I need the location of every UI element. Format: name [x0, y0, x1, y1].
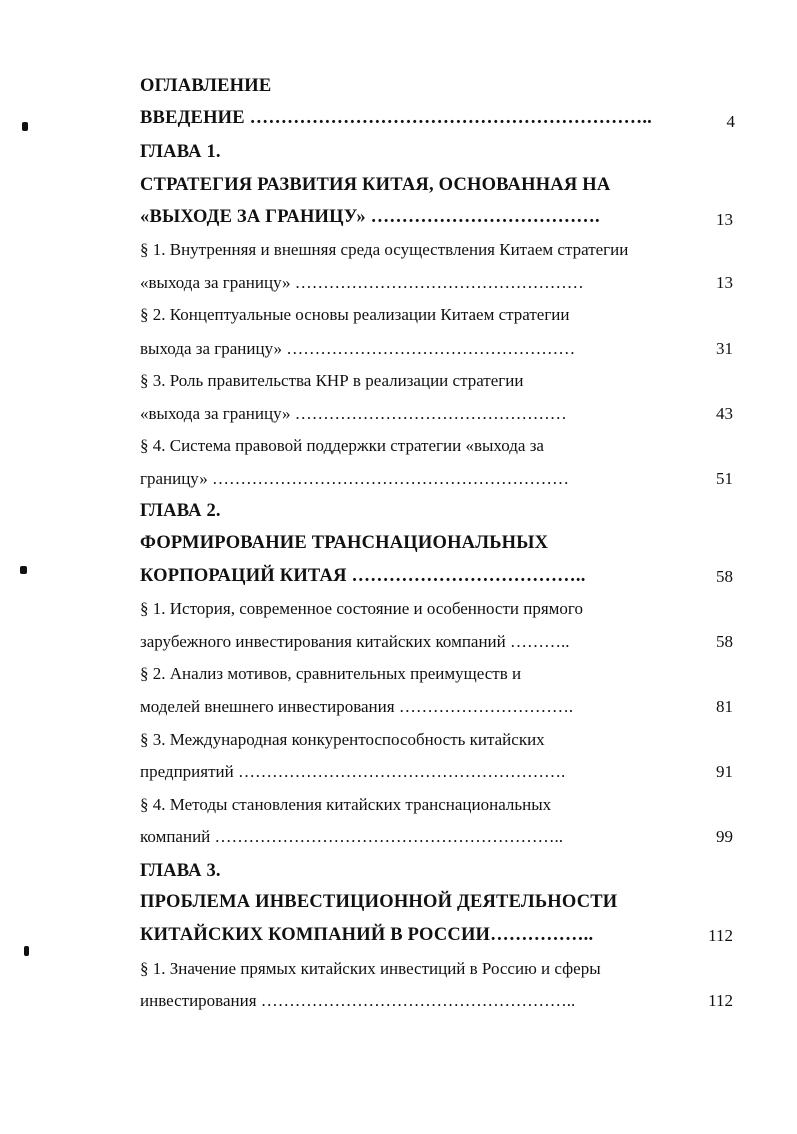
section-title: § 1. История, современное состояние и особенности прямого [140, 599, 583, 618]
chapter-title: КИТАЙСКИХ КОМПАНИЙ В РОССИИ…………….. [140, 925, 594, 945]
section-title: § 2. Концептуальные основы реализации Китаем стратегии [140, 305, 570, 324]
scan-mark [20, 566, 27, 574]
page-number: 112 [708, 991, 733, 1010]
chapter-title: ПРОБЛЕМА ИНВЕСТИЦИОННОЙ ДЕЯТЕЛЬНОСТИ [140, 892, 618, 912]
toc-entry-introduction: ВВЕДЕНИЕ ……………………………………………………….. [140, 108, 652, 128]
section-title: § 3. Роль правительства КНР в реализации стратегии [140, 371, 524, 390]
page-number: 81 [716, 697, 733, 716]
section-title: § 3. Международная конкурентоспособность китайских [140, 730, 545, 749]
section-title: «выхода за границу» …………………………………………… [140, 273, 584, 292]
scan-mark [24, 946, 29, 956]
toc-title: ОГЛАВЛЕНИЕ [140, 76, 272, 96]
scan-mark [22, 122, 28, 131]
chapter-label: ГЛАВА 2. [140, 501, 221, 521]
page-number: 43 [716, 404, 733, 423]
page-number: 31 [716, 339, 733, 358]
section-title: предприятий …………………………………………………. [140, 762, 566, 781]
section-title: моделей внешнего инвестирования …………………………. [140, 697, 574, 716]
section-title: § 2. Анализ мотивов, сравнительных преимуществ и [140, 664, 522, 683]
section-title: зарубежного инвестирования китайских компаний ……….. [140, 632, 570, 651]
section-title: § 1. Внутренняя и внешняя среда осуществления Китаем стратегии [140, 240, 629, 259]
page-number: 51 [716, 469, 733, 488]
chapter-title: КОРПОРАЦИЙ КИТАЯ ……………………………….. [140, 566, 586, 586]
section-title: «выхода за границу» ………………………………………… [140, 404, 567, 423]
section-title: § 1. Значение прямых китайских инвестиций в Россию и сферы [140, 959, 601, 978]
page-number: 4 [726, 112, 735, 131]
chapter-title: ФОРМИРОВАНИЕ ТРАНСНАЦИОНАЛЬНЫХ [140, 533, 549, 553]
chapter-label: ГЛАВА 3. [140, 861, 221, 881]
page-number: 13 [716, 210, 733, 229]
section-title: инвестирования ……………………………………………….. [140, 991, 576, 1010]
page-number: 58 [716, 567, 733, 586]
page-number: 58 [716, 632, 733, 651]
page-number: 13 [716, 273, 733, 292]
section-title: компаний …………………………………………………….. [140, 827, 564, 846]
chapter-title: «ВЫХОДЕ ЗА ГРАНИЦУ» ………………………………. [140, 207, 600, 227]
chapter-title: СТРАТЕГИЯ РАЗВИТИЯ КИТАЯ, ОСНОВАННАЯ НА [140, 175, 611, 195]
section-title: § 4. Методы становления китайских транснациональных [140, 795, 552, 814]
page-number: 99 [716, 827, 733, 846]
section-title: § 4. Система правовой поддержки стратегии «выхода за [140, 436, 544, 455]
section-title: границу» ……………………………………………………… [140, 469, 569, 488]
section-title: выхода за границу» …………………………………………… [140, 339, 576, 358]
page-number: 112 [708, 926, 733, 945]
chapter-label: ГЛАВА 1. [140, 142, 221, 162]
page-number: 91 [716, 762, 733, 781]
